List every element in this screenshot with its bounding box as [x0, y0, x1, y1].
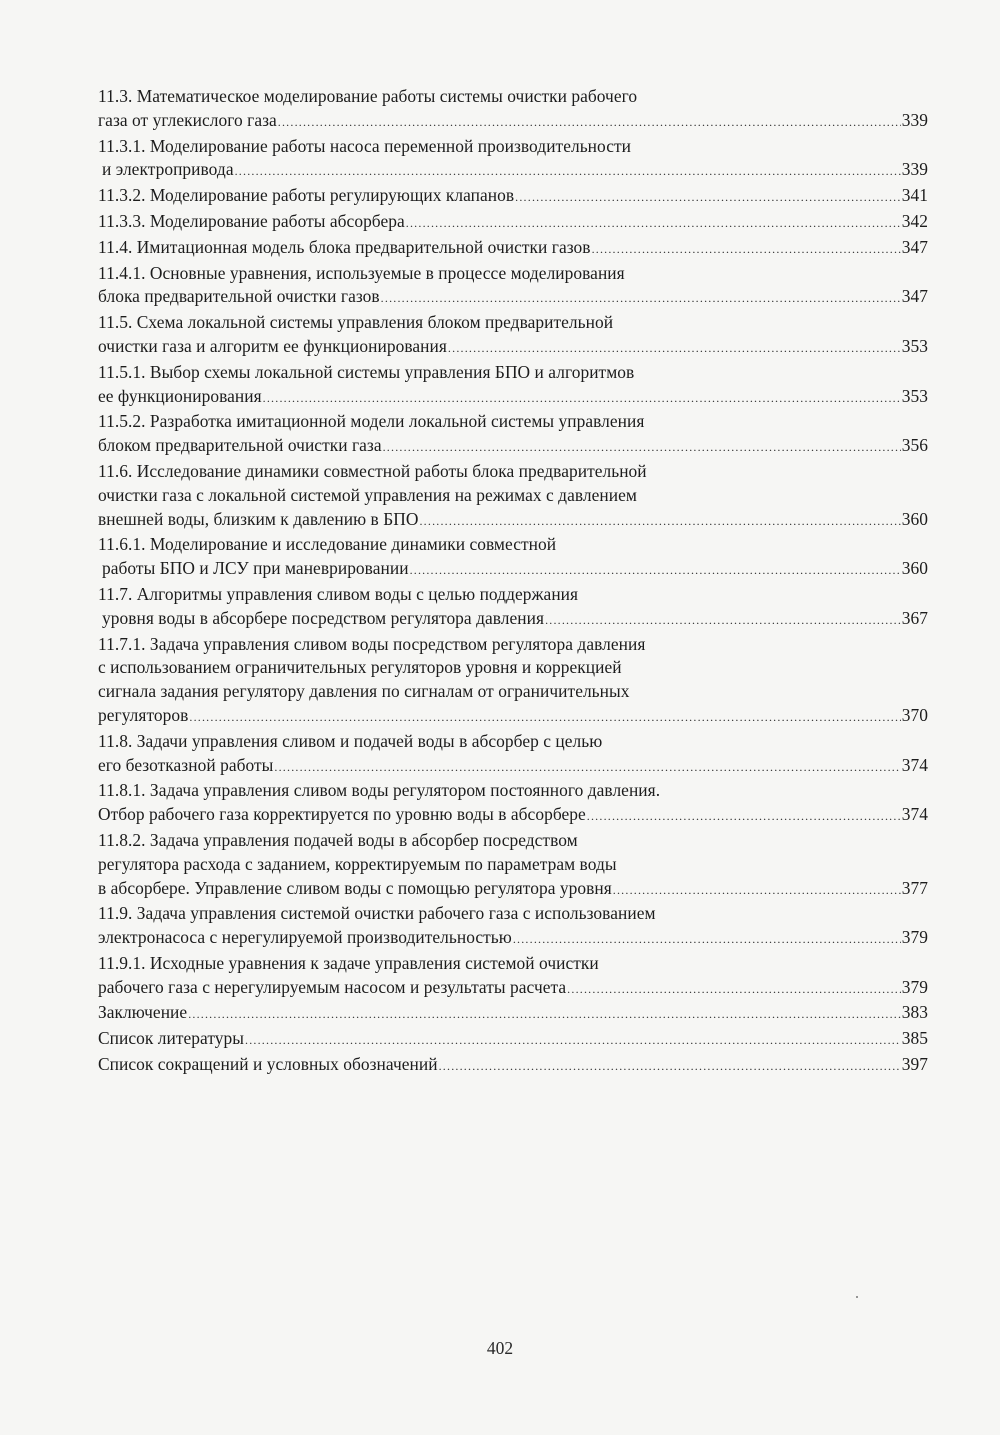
toc-entry-text: очистки газа и алгоритм ее функционирования: [98, 335, 447, 356]
toc-entry-text: 11.4. Имитационная модель блока предварительной очистки газов: [98, 236, 591, 257]
toc-entry-text: регулятора расхода с заданием, корректируемым по параметрам воды: [98, 853, 617, 874]
toc-entry[interactable]: [98, 262, 928, 312]
page-number: 402: [486, 1338, 514, 1358]
toc-entry-text: Заключение: [98, 1002, 188, 1023]
toc-entry[interactable]: [98, 1053, 928, 1079]
dot-leader: [419, 510, 900, 534]
dot-leader: [587, 805, 901, 829]
toc-entry-text: Список сокращений и условных обозначений: [98, 1054, 438, 1075]
dot-leader: [278, 111, 901, 135]
toc-entry-text: внешней воды, близким к давлению в БПО: [98, 508, 419, 529]
dot-leader: [383, 436, 901, 460]
toc-entry-text: 11.3.2. Моделирование работы регулирующих клапанов: [98, 185, 515, 206]
toc-entry-text: 11.3. Математическое моделирование работы системы очистки рабочего: [98, 86, 638, 106]
toc-entry-text: 11.3.3. Моделирование работы абсорбера: [98, 210, 405, 231]
toc-entry-text: 11.7. Алгоритмы управления сливом воды с целью поддержания: [98, 583, 579, 604]
toc-entry[interactable]: [98, 730, 928, 780]
toc-page-number: 383: [901, 1002, 928, 1023]
toc-entry[interactable]: [98, 902, 928, 952]
toc-entry-text: в абсорбере. Управление сливом воды с помощью регулятора уровня: [98, 877, 612, 898]
toc-entry-text: блока предварительной очистки газов: [98, 286, 380, 307]
toc-entry-text: рабочего газа с нерегулируемым насосом и результаты расчета: [98, 976, 567, 997]
toc-page-number: 360: [901, 508, 928, 529]
toc-entry[interactable]: [98, 952, 928, 1002]
toc-entry-text: 11.6.1. Моделирование и исследование динамики совместной: [98, 534, 557, 555]
toc-entry[interactable]: [98, 135, 928, 185]
toc-entry[interactable]: [98, 829, 928, 902]
toc-page-number: 379: [901, 976, 928, 997]
toc-entry[interactable]: [98, 236, 928, 262]
toc-entry[interactable]: [98, 460, 928, 533]
toc-entry[interactable]: [98, 779, 928, 829]
toc-entry[interactable]: [98, 410, 928, 460]
toc-page-number: 341: [901, 185, 928, 206]
toc-entry[interactable]: [98, 1001, 928, 1027]
toc-page-number: 339: [901, 109, 928, 130]
toc-entry[interactable]: [98, 361, 928, 411]
toc-page-number: 374: [901, 804, 928, 825]
toc-page-number: 353: [901, 335, 928, 356]
toc-page-number: 367: [901, 607, 928, 628]
toc-entry-text: 11.8.2. Задача управления подачей воды в абсорбер посредством: [98, 829, 578, 850]
dot-leader: [263, 387, 901, 411]
toc-entry-text: блоком предварительной очистки газа: [98, 435, 382, 456]
toc-entry-text: 11.8. Задачи управления сливом и подачей воды в абсорбер с целью: [98, 730, 603, 751]
toc-entry-text: электронасоса с нерегулируемой производительностью: [98, 927, 512, 948]
toc-page-number: 356: [901, 435, 928, 456]
toc-page-number: 379: [901, 927, 928, 948]
toc-entry-text: ее функционирования: [98, 385, 262, 406]
dot-leader: [567, 978, 901, 1002]
toc-entry-text: 11.7.1. Задача управления сливом воды посредством регулятора давления: [98, 633, 646, 654]
toc-entry[interactable]: [98, 633, 928, 730]
dot-leader: [189, 706, 900, 730]
dot-leader: [245, 1029, 901, 1053]
dot-leader: [274, 756, 900, 780]
dot-leader: [545, 609, 901, 633]
toc-page-number: 370: [901, 704, 928, 725]
toc-entry[interactable]: [98, 1027, 928, 1053]
toc-page-number: 339: [901, 159, 928, 180]
toc-page-number: 347: [901, 236, 928, 257]
toc-entry-text: и электропривода: [102, 159, 234, 180]
toc-page-number: 360: [901, 558, 928, 579]
table-of-contents: [98, 85, 928, 1079]
toc-entry-text: 11.5. Схема локальной системы управления блоком предварительной: [98, 312, 614, 333]
toc-entry-text: 11.9.1. Исходные уравнения к задаче управления системой очистки: [98, 952, 599, 973]
dot-leader: [513, 928, 901, 952]
toc-entry-text: уровня воды в абсорбере посредством регулятора давления: [102, 607, 545, 628]
toc-entry-text: Отбор рабочего газа корректируется по уровню воды в абсорбере: [98, 804, 586, 825]
dot-leader: [188, 1003, 901, 1027]
toc-entry-text: с использованием ограничительных регуляторов уровня и коррекцией: [98, 657, 622, 678]
dot-leader: [592, 238, 901, 262]
toc-entry[interactable]: [98, 583, 928, 633]
toc-entry-text: Список литературы: [98, 1028, 244, 1049]
toc-entry-text: регуляторов: [98, 704, 189, 725]
dot-leader: [410, 559, 901, 583]
toc-entry-text: 11.4.1. Основные уравнения, используемые в процессе моделирования: [98, 262, 625, 283]
toc-entry-text: 11.5.2. Разработка имитационной модели локальной системы управления: [98, 411, 645, 432]
toc-page-number: 353: [901, 385, 928, 406]
toc-entry-text: очистки газа с локальной системой управления на режимах с давлением: [98, 484, 637, 505]
toc-entry-text: 11.6. Исследование динамики совместной работы блока предварительной: [98, 460, 647, 481]
toc-entry[interactable]: [98, 311, 928, 361]
dot-leader: [448, 337, 901, 361]
toc-entry[interactable]: [98, 184, 928, 210]
toc-page-number: 385: [901, 1028, 928, 1049]
dot-leader: [381, 287, 901, 311]
toc-entry-text: работы БПО и ЛСУ при маневрировании: [102, 558, 409, 579]
toc-entry-text: 11.5.1. Выбор схемы локальной системы управления БПО и алгоритмов: [98, 361, 635, 382]
toc-entry-text: его безотказной работы: [98, 754, 274, 775]
toc-entry-text: сигнала задания регулятору давления по сигналам от ограничительных: [98, 681, 630, 702]
toc-entry-text: 11.9. Задача управления системой очистки рабочего газа с использованием: [98, 903, 656, 924]
toc-page-number: 347: [901, 286, 928, 307]
dot-leader: [515, 186, 901, 210]
toc-entry-text: газа от углекислого газа: [98, 109, 277, 130]
scan-speck: [856, 1296, 858, 1298]
toc-page-number: 377: [901, 877, 928, 898]
dot-leader: [235, 160, 901, 184]
dot-leader: [613, 879, 901, 903]
toc-page-number: 342: [901, 210, 928, 231]
toc-entry[interactable]: [98, 533, 928, 583]
toc-page-number: 374: [901, 754, 928, 775]
toc-entry-text: 11.3.1. Моделирование работы насоса переменной производительности: [98, 135, 631, 156]
toc-page-number: 397: [901, 1054, 928, 1075]
toc-entry[interactable]: [98, 210, 928, 236]
toc-entry[interactable]: [98, 85, 928, 135]
dot-leader: [406, 212, 901, 236]
dot-leader: [439, 1055, 901, 1079]
toc-entry-text: 11.8.1. Задача управления сливом воды регулятором постоянного давления.: [98, 780, 661, 801]
